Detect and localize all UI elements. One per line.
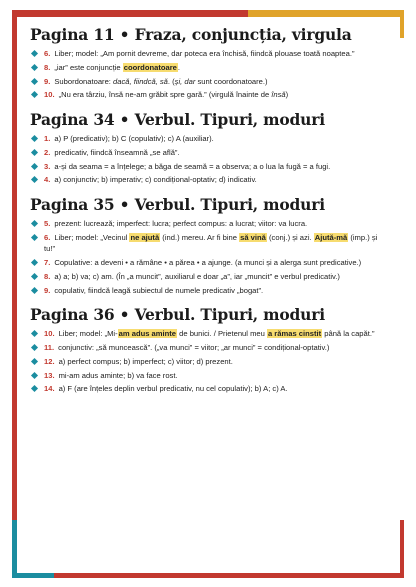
diamond-bullet-icon [31,176,38,183]
answer-item [30,218,390,230]
answer-item [30,356,390,368]
answer-text: dacă, fiindcă, să [113,76,168,86]
answer-item [30,89,390,101]
answer-text: . ( [167,76,175,86]
answer-text: (ind.) mereu. Ar fi bine [160,232,240,242]
section [30,305,390,395]
item-number: 8. [44,62,51,72]
answer-text: a) conjunctiv; b) imperativ; c) condițional-optativ; d) indicativ. [54,175,257,185]
item-number: 7. [44,258,51,268]
frame-top-gold [248,10,404,17]
answer-text: . [177,62,181,72]
item-number: 4. [44,175,51,185]
item-number: 9. [44,285,51,295]
item-number: 3. [44,161,51,171]
answer-list [30,218,390,296]
item-number: 6. [44,49,51,58]
section-title: Pagina 11 • Fraza, conjuncția, virgula [30,25,352,44]
diamond-bullet-icon [31,344,38,351]
diamond-bullet-icon [31,234,38,241]
answer-item [30,48,390,60]
diamond-bullet-icon [31,385,38,392]
answer-item [30,174,390,186]
diamond-bullet-icon [31,149,38,156]
answer-item [30,383,390,395]
item-number: 13. [44,370,55,380]
answer-list [30,133,390,186]
answer-text: (imp.) și tu!” [44,232,378,254]
answer-text: mi-am adus aminte; b) va face rost. [58,370,178,380]
answer-text: Liber; model: „Mi- [58,329,118,339]
answer-text: de bunici. / Prietenul meu [177,329,267,339]
item-number: 12. [44,356,55,366]
answer-text: a) a; b) va; c) am. (În „a muncit”, auxiliarul e doar „a”, iar „muncit” e verbul predicativ.) [54,271,340,281]
highlighted-answer: ne ajută [130,232,160,242]
diamond-bullet-icon [31,220,38,227]
answer-text: a) F (are înțeles deplin verbul predicativ, nu cel copulativ); b) A; c) A. [58,384,288,394]
answer-text: Copulative: a deveni • a rămâne • a părea • a ajunge. (a munci și a alerga sunt predicative.) [54,258,362,268]
answer-text: însă [271,90,286,100]
answer-list [30,48,390,101]
item-number: 1. [44,133,51,143]
section-title: Pagina 34 • Verbul. Tipuri, moduri [30,109,325,129]
answer-item [30,257,390,269]
diamond-bullet-icon [31,64,38,71]
diamond-bullet-icon [31,135,38,142]
answer-text: ) [285,90,289,100]
section [30,195,390,296]
answer-text: prezent: lucrează; imperfect: lucra; perfect compus: a lucrat; viitor: va lucra. [54,218,308,228]
diamond-bullet-icon [31,273,38,280]
answer-list [30,328,390,395]
diamond-bullet-icon [31,358,38,365]
answer-item [30,161,390,173]
highlighted-answer: a rămas cinstit [267,329,322,339]
item-number: 5. [44,218,51,228]
answer-item [30,147,390,159]
diamond-bullet-icon [31,50,38,57]
item-number: 14. [44,384,55,394]
answer-text: conjunctiv: „să muncească”. („va munci” = viitor; „ar munci” = condițional-optativ.) [58,342,330,352]
answer-item [30,133,390,145]
answer-item [30,342,390,354]
section [30,25,390,101]
diamond-bullet-icon [31,259,38,266]
answer-text: (conj.) și azi. [266,232,314,242]
answer-text: a) P (predicativ); b) C (copulativ); c) A (auxiliar). [54,133,214,143]
answer-text: a) perfect compus; b) imperfect; c) viitor; d) prezent. [58,356,233,366]
answer-text: și, dar [174,76,196,86]
item-number: 8. [44,271,51,281]
diamond-bullet-icon [31,371,38,378]
frame-right-gold [400,10,404,38]
frame-left-teal [12,520,17,578]
frame-top-red [12,10,248,17]
answer-text: Liber; model: „Vecinul [54,232,130,242]
item-number: 11. [44,342,55,352]
answer-text: Subordonatoare: [54,76,114,86]
section-title: Pagina 35 • Verbul. Tipuri, moduri [30,194,325,214]
answer-text: predicativ, fiindcă înseamnă „se află”. [54,147,180,157]
answer-item [30,76,390,88]
item-number: 10. [44,329,55,339]
frame-bottom-teal [12,573,54,578]
highlighted-answer: am adus aminte [118,329,177,339]
diamond-bullet-icon [31,162,38,169]
item-number: 6. [44,232,51,242]
item-number: 10. [44,90,55,100]
section [30,110,390,186]
answer-text: Liber; model: „Am pornit devreme, dar poteca era închisă, fiindcă plouase toată noaptea.” [54,49,355,58]
section-title: Pagina 36 • Verbul. Tipuri, moduri [30,305,325,325]
answer-item [30,232,390,255]
frame-bottom-red [54,573,404,578]
diamond-bullet-icon [31,330,38,337]
diamond-bullet-icon [31,78,38,85]
highlighted-answer: Ajută-mă [314,232,348,242]
answer-item [30,328,390,340]
diamond-bullet-icon [31,287,38,294]
item-number: 2. [44,147,51,157]
diamond-bullet-icon [31,91,38,98]
answer-item [30,370,390,382]
frame-right-red [400,520,404,578]
item-number: 9. [44,76,51,86]
answer-text: copulativ, fiindcă leagă subiectul de numele predicativ „bogat”. [54,285,264,295]
answer-item [30,62,390,74]
answer-item [30,285,390,297]
highlighted-answer: coordonatoare [123,62,177,72]
answer-text: sunt coordonatoare.) [195,76,268,86]
answer-text: a-și da seama = a înțelege; a băga de seamă = a observa; a o lua la fugă = a fugi. [54,161,331,171]
answer-text: „Nu era târziu, însă ne-am grăbit spre gară.” (virgulă înainte de [58,90,272,100]
answer-text: „iar” este conjuncție [54,62,123,72]
highlighted-answer: să vină [240,232,266,242]
answer-key-content [30,25,390,404]
answer-text: până la capăt.” [322,329,375,339]
frame-left-red [12,10,17,520]
answer-item [30,271,390,283]
